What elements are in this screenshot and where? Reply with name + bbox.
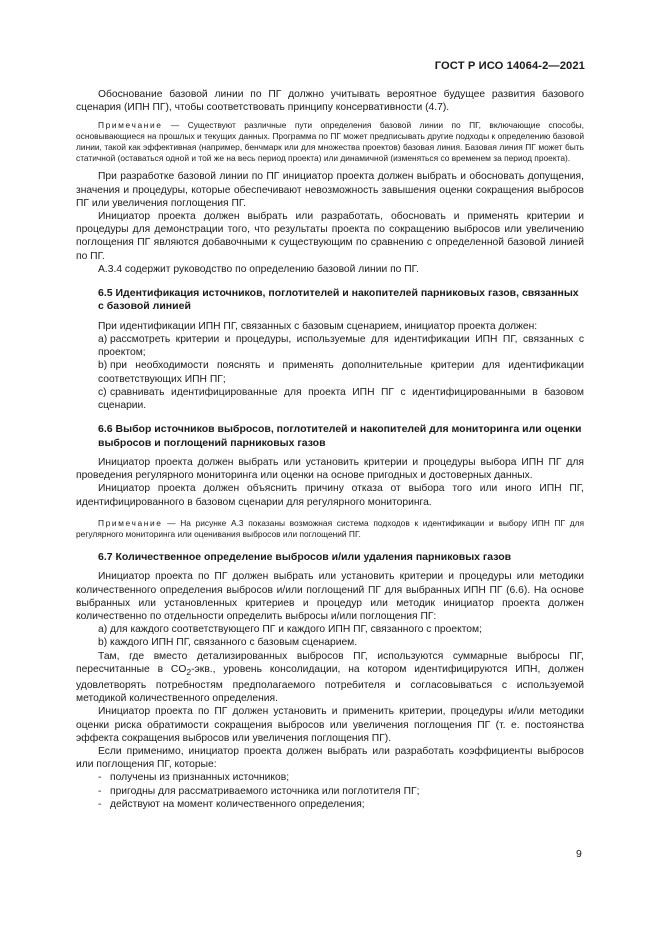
section-heading-6-6: 6.6 Выбор источников выбросов, поглотителей и накопителей для мониторинга или оценки выбросов и поглощений парниковых газов <box>98 423 582 449</box>
list-item: - пригодны для рассматриваемого источника или поглотителя ПГ; <box>98 785 420 797</box>
paragraph-reference: А.3.4 содержит руководство по определению базовой линии по ПГ. <box>98 263 419 275</box>
section-6-5-intro: При идентификации ИПН ПГ, связанных с базовым сценарием, инициатор проекта должен: <box>98 320 538 332</box>
section-6-7-paragraph-2: Там, где вместо детализированных выбросов ПГ, используются суммарные выбросы ПГ, пересчитанные в $CO_2$-экв., уровень консолидации, на котором идентифицируются ИПН, должен удовлетворять потребностям предполагаемого потребителя и согласовываться с используемой методикой количественного определения. <box>76 650 584 705</box>
section-heading-6-7: 6.7 Количественное определение выбросов и/или удаления парниковых газов <box>98 550 512 563</box>
note-text: — Существуют различные пути определения базовой линии по ПГ, включающие способы, основывающиеся на прошлых и текущих данных. Программа по ПГ может предписывать другие подходы к определению базовой линии, такой как эффективная (например, бенчмарк или для множества проектов) базовая линия. Базовая линия ПГ может быть статичной (оставаться одной и той же на весь период проекта) или динамичной (изменяться со временем за период проекта). <box>76 120 584 164</box>
note-label: Примечание <box>98 517 163 528</box>
section-6-5-list <box>76 333 584 412</box>
note-label: Примечание <box>98 120 163 131</box>
section-heading-6-5: 6.5 Идентификация источников, поглотителей и накопителей парниковых газов, связанных с базовой линией <box>98 287 579 313</box>
list-item: a) рассмотреть критерии и процедуры, используемые для идентификации ИПН ПГ, связанных с проектом; <box>98 334 584 359</box>
page-content <box>76 88 584 811</box>
list-item: - получены из признанных источников; <box>98 772 290 784</box>
list-item: a) для каждого соответствующего ПГ и каждого ИПН ПГ, связанного с проектом; <box>98 624 482 636</box>
standard-header: ГОСТ Р ИСО 14064-2—2021 <box>434 60 585 72</box>
paragraph-baseline-justification: Обоснование базовой линии по ПГ должно учитывать вероятное будущее развития базового сценария (ИПН ПГ), чтобы соответствовать принципу консервативности (4.7). <box>76 89 584 114</box>
list-item: b) каждого ИПН ПГ, связанного с базовым сценарием. <box>98 637 358 649</box>
section-6-6-paragraph-1: Инициатор проекта должен выбрать или установить критерии и процедуры выбора ИПН ПГ для проведения регулярного мониторинга или оценки на основе пригодных и достоверных данных. <box>76 457 584 482</box>
paragraph-additionality: Инициатор проекта должен выбрать или разработать, обосновать и применять критерии и процедуры для демонстрации того, что результаты проекта по сокращению выбросов или увеличению поглощения ПГ являются добавочными к существующим по сравнению с определенной базовой линией по ПГ. <box>76 211 584 262</box>
note-text: — На рисунке А.3 показаны возможная система подходов к идентификации и выбору ИПН ПГ для регулярного мониторинга или оценивания выбросов или поглощений ПГ. <box>76 517 584 539</box>
list-item: c) сравнивать идентифицированные для проекта ИПН ПГ с идентифицированными в базовом сценарии. <box>98 386 584 412</box>
section-6-7-dash-list <box>76 771 584 811</box>
paragraph-assumptions: При разработке базовой линии по ПГ инициатор проекта должен выбрать и обосновать допущения, значения и процедуры, которые обеспечивают невозможность завышения оценки сокращения выбросов ПГ или увеличения поглощения ПГ. <box>76 171 584 209</box>
list-item: b) при необходимости пояснять и применять дополнительные критерии для идентификации соответствующих ИПН ПГ; <box>98 360 584 385</box>
section-6-6-paragraph-2: Инициатор проекта должен объяснить причину отказа от выбора того или иного ИПН ПГ, идентифицированного в базовом сценарии для регулярного мониторинга. <box>76 483 584 508</box>
section-6-7-paragraph-3: Инициатор проекта по ПГ должен установить и применить критерии, процедуры и/или методики оценки риска обратимости сокращения выбросов или увеличения поглощения ПГ (т. е. постоянства эффекта сокращения выбросов или увеличения поглощения ПГ). <box>76 706 584 744</box>
note-figure-a3 <box>76 518 584 540</box>
section-6-7-paragraph-1: Инициатор проекта по ПГ должен выбрать или установить критерии и процедуры или методики количественного определения выбросов и/или поглощений ПГ для выбранных ИПН ПГ (6.6). На основе выбранных или установленных критериев и процедур или методик инициатор проекта должен количественно по отдельности определить выбросы и/или поглощения ПГ: <box>76 571 584 622</box>
section-6-7-paragraph-4: Если применимо, инициатор проекта должен выбрать или разработать коэффициенты выбросов или поглощения ПГ, которые: <box>76 745 584 771</box>
section-6-7-list <box>76 623 584 649</box>
note-baseline <box>76 120 584 164</box>
page-number: 9 <box>576 848 582 860</box>
list-item: - действуют на момент количественного определения; <box>98 798 365 810</box>
